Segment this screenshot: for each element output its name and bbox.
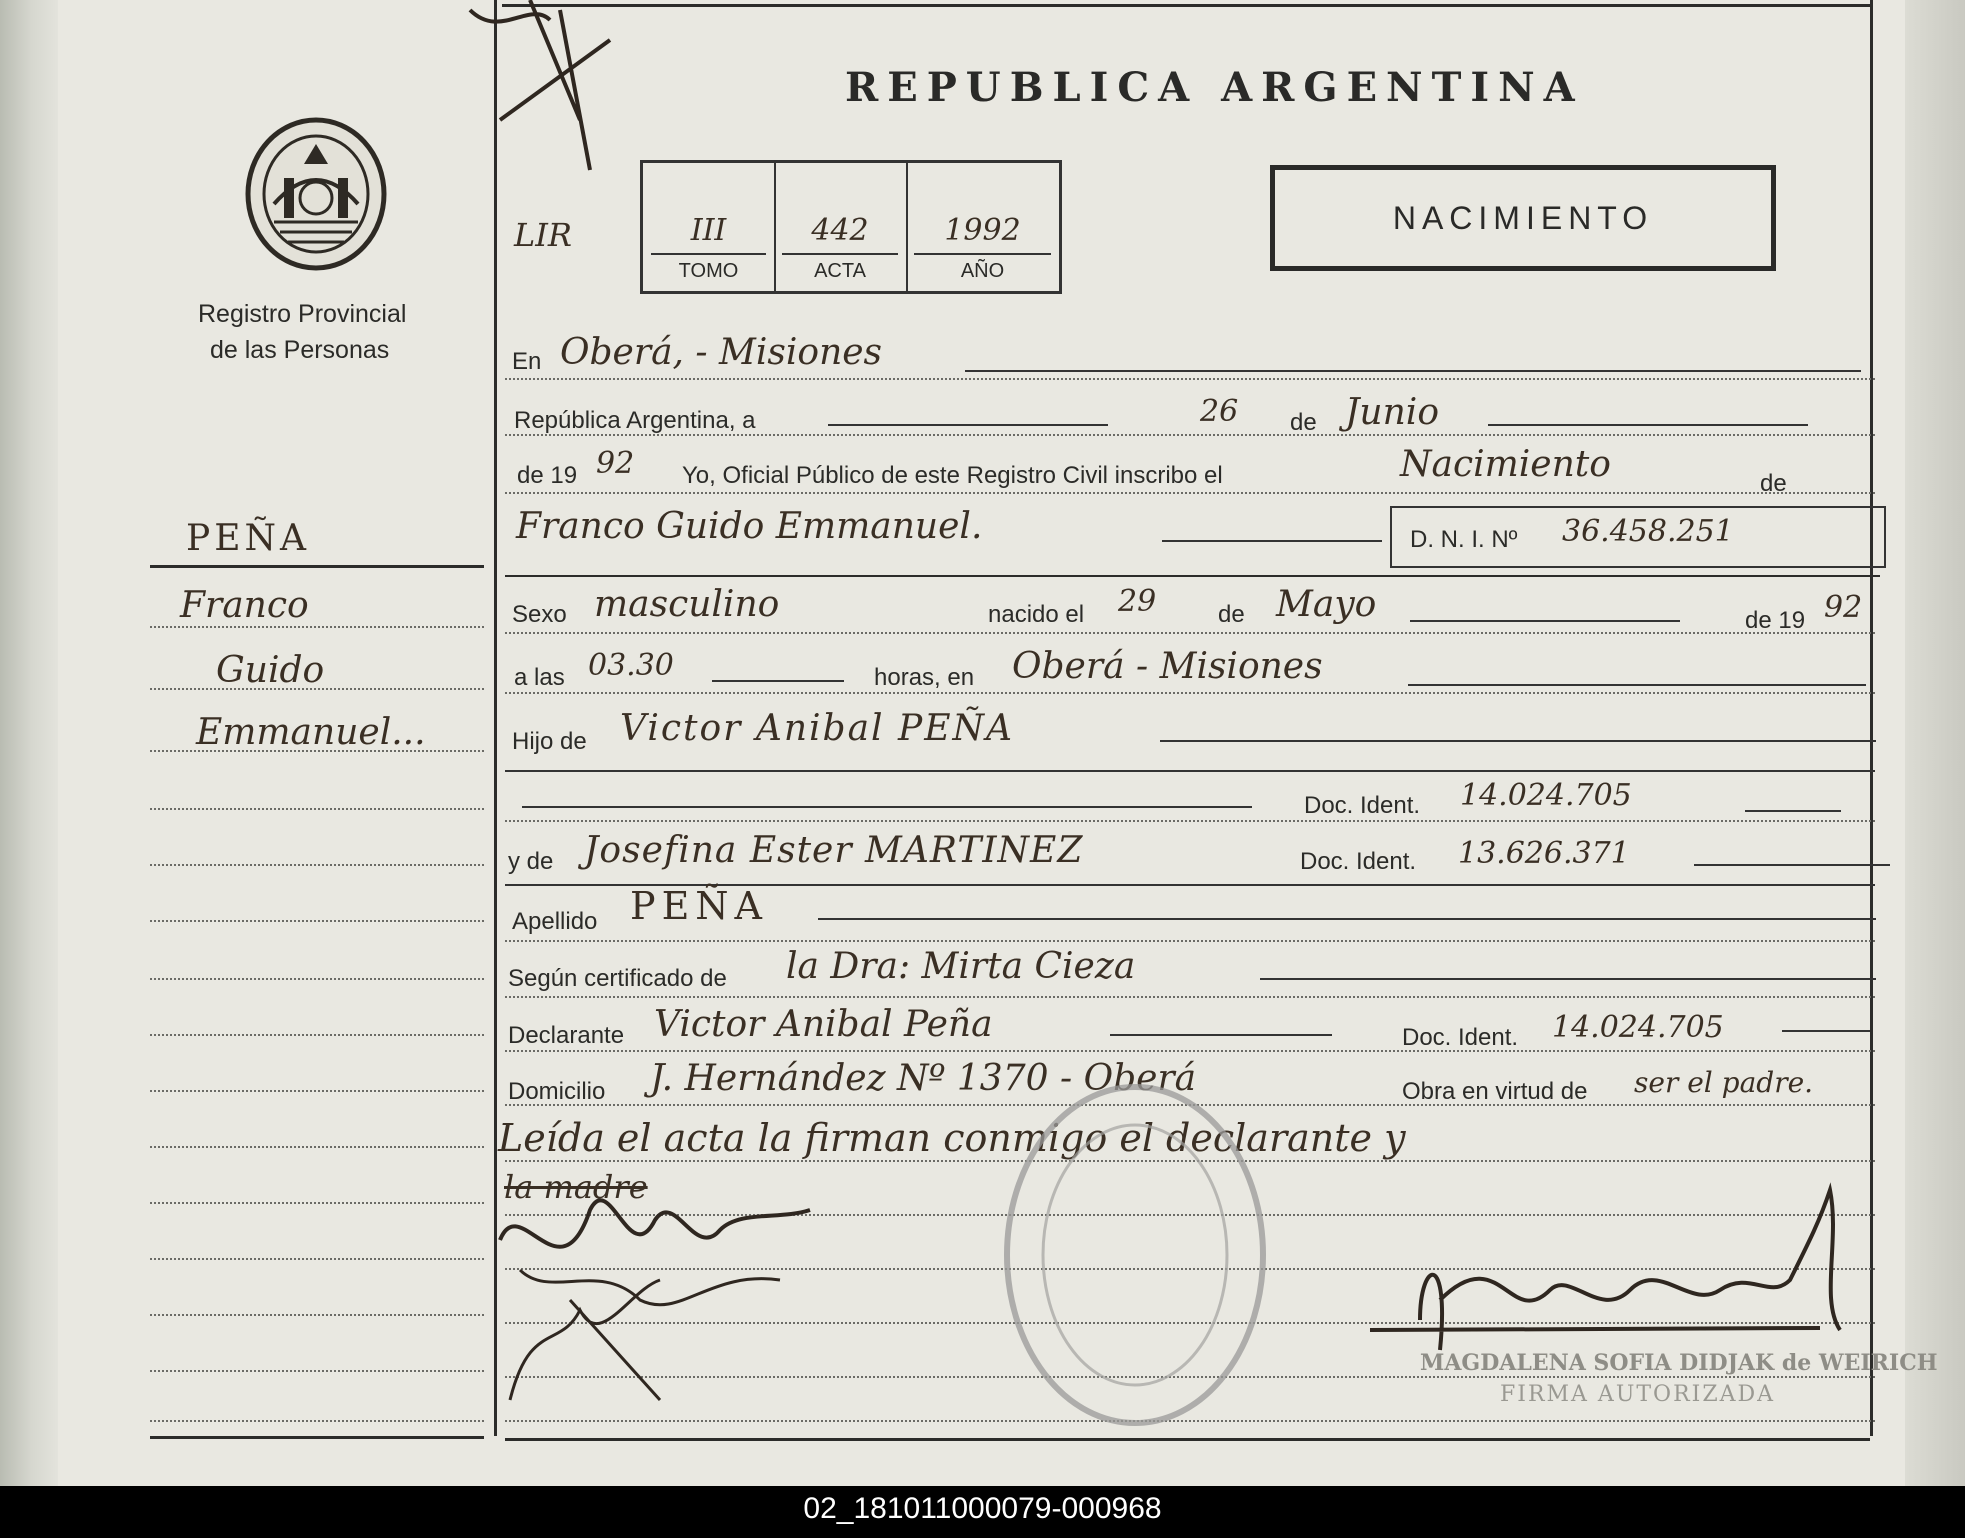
birth-de-label: de [1218, 601, 1245, 628]
anio-label: AÑO [960, 260, 1005, 282]
fill-line [818, 918, 1876, 920]
corner-signature [460, 0, 650, 180]
nacido-label: nacido el [988, 601, 1085, 628]
fill-line [1410, 620, 1680, 622]
birth-year-label: de 19 [1745, 607, 1806, 634]
left-name-1: Franco [180, 585, 309, 626]
anio-cell [906, 163, 1059, 291]
fill-line [522, 806, 1252, 808]
fill-line [1160, 740, 1876, 742]
record-type-label: NACIMIENTO [1392, 200, 1654, 236]
horas-label: horas, en [874, 664, 975, 691]
row-dotted-line [505, 434, 1875, 436]
declarante-label: Declarante [508, 1022, 625, 1049]
birth-time: 03.30 [588, 648, 674, 683]
registry-prefix: LIR [514, 216, 572, 254]
y-de-label: y de [508, 848, 554, 875]
province-seal-logo [244, 116, 389, 274]
en-value: Oberá, - Misiones [560, 332, 883, 373]
left-dotted-line [150, 1034, 484, 1036]
left-name-3: Emmanuel... [196, 712, 426, 753]
de-label: de [1290, 409, 1317, 436]
birth-day: 29 [1118, 584, 1157, 619]
declarante-doc-label: Doc. Ident. [1402, 1024, 1519, 1051]
fill-line [1694, 864, 1890, 866]
apellido-label: Apellido [512, 908, 598, 935]
row-dotted-line [505, 820, 1875, 822]
left-dotted-line [150, 1420, 484, 1422]
dni-label: D. N. I. Nº [1410, 526, 1518, 553]
left-dotted-line [150, 1202, 484, 1204]
child-name: Franco Guido Emmanuel. [516, 506, 983, 547]
segun-label: Según certificado de [508, 965, 727, 992]
tomo-cell [643, 163, 776, 291]
acta-label: ACTA [814, 260, 866, 282]
fill-line [1110, 1034, 1332, 1036]
left-dotted-line [150, 920, 484, 922]
left-dotted-line [150, 1258, 484, 1260]
closing-line-2: la madre [504, 1168, 648, 1206]
image-id-caption: 02_181011000079-000968 [803, 1492, 1162, 1525]
acta-value: 442 [811, 213, 869, 248]
yo-text: Yo, Oficial Público de este Registro Civil inscribo el [682, 462, 1223, 489]
apellido-value: PEÑA [630, 884, 768, 928]
inscribo-value: Nacimiento [1400, 444, 1611, 485]
row-dotted-line [505, 940, 1875, 942]
record-type-box [1270, 165, 1776, 271]
fill-line [828, 424, 1108, 426]
dni-box [1390, 506, 1886, 568]
left-name-rule [150, 565, 484, 568]
fill-line [965, 370, 1861, 372]
year-suffix: 92 [596, 446, 635, 481]
page-edge [1905, 0, 1965, 1486]
mother-doc-label: Doc. Ident. [1300, 848, 1417, 875]
sexo-label: Sexo [512, 601, 567, 628]
fill-line [712, 680, 844, 682]
section-rule [505, 575, 1880, 577]
dni-value: 36.458.251 [1562, 514, 1734, 549]
bottom-border [505, 1438, 1870, 1441]
fill-line [1260, 978, 1876, 980]
row-dotted-line [505, 692, 1875, 694]
tomo-value: III [690, 213, 727, 248]
republica-label: República Argentina, a [514, 407, 756, 434]
left-dotted-line [150, 1370, 484, 1372]
row-dotted-line [505, 632, 1875, 634]
registry-box [640, 160, 1062, 294]
birth-year-suffix: 92 [1824, 590, 1863, 625]
father-name: Victor Anibal PEÑA [620, 708, 1014, 749]
hijo-label: Hijo de [512, 728, 587, 755]
fill-line [1488, 424, 1808, 426]
row-dotted-line [505, 996, 1875, 998]
mother-name: Josefina Ester MARTINEZ [584, 830, 1084, 871]
acta-cell [774, 163, 908, 291]
birth-place: Oberá - Misiones [1012, 646, 1323, 687]
country-title: REPUBLICA ARGENTINA [845, 64, 1584, 111]
declarante-value: Victor Anibal Peña [654, 1004, 993, 1045]
domicilio-value: J. Hernández Nº 1370 - Oberá [650, 1058, 1197, 1099]
left-bottom-rule [150, 1436, 484, 1439]
fill-line [505, 770, 1875, 772]
fill-line [1408, 684, 1866, 686]
official-name-stamp: MAGDALENA SOFIA DIDJAK de WEIRICH [1420, 1350, 1938, 1376]
left-dotted-line [150, 1090, 484, 1092]
right-border [1870, 0, 1873, 1436]
a-las-label: a las [514, 664, 565, 691]
day-value: 26 [1200, 394, 1239, 429]
issuer-line-1: Registro Provincial [198, 300, 407, 328]
left-dotted-line [150, 626, 484, 628]
declarant-signatures [480, 1150, 860, 1410]
de-year-label: de 19 [517, 462, 578, 489]
obra-value: ser el padre. [1634, 1066, 1814, 1099]
book-binding [0, 0, 58, 1486]
anio-value: 1992 [944, 213, 1021, 248]
registry-stamp [1000, 1080, 1270, 1430]
father-doc: 14.024.705 [1460, 778, 1632, 813]
obra-label: Obra en virtud de [1402, 1078, 1588, 1105]
fill-line [1162, 540, 1382, 542]
left-surname: PEÑA [186, 518, 310, 559]
left-dotted-line [150, 688, 484, 690]
month-value: Junio [1345, 392, 1439, 433]
fill-line [1745, 810, 1841, 812]
birth-month: Mayo [1276, 584, 1377, 625]
left-dotted-line [150, 864, 484, 866]
de-after-label: de [1760, 470, 1787, 497]
sexo-value: masculino [594, 584, 780, 625]
left-dotted-line [150, 750, 484, 752]
top-border [502, 4, 1872, 7]
issuer-line-2: de las Personas [210, 336, 390, 364]
closing-line: Leída el acta la firman conmigo el declarante y [498, 1116, 1406, 1160]
left-dotted-line [150, 808, 484, 810]
row-dotted-line [505, 1050, 1875, 1052]
official-role-stamp: FIRMA AUTORIZADA [1500, 1382, 1776, 1407]
row-dotted-line [505, 378, 1875, 380]
father-doc-label: Doc. Ident. [1304, 792, 1421, 819]
tomo-label: TOMO [678, 260, 739, 282]
declarante-doc: 14.024.705 [1552, 1010, 1724, 1045]
left-dotted-line [150, 978, 484, 980]
left-name-2: Guido [216, 650, 325, 691]
mother-doc: 13.626.371 [1458, 836, 1630, 871]
left-dotted-line [150, 1146, 484, 1148]
domicilio-label: Domicilio [508, 1078, 606, 1105]
fill-line [1782, 1030, 1870, 1032]
en-label: En [512, 348, 542, 375]
row-dotted-line [505, 492, 1875, 494]
left-dotted-line [150, 1314, 484, 1316]
segun-value: la Dra: Mirta Cieza [786, 946, 1136, 987]
